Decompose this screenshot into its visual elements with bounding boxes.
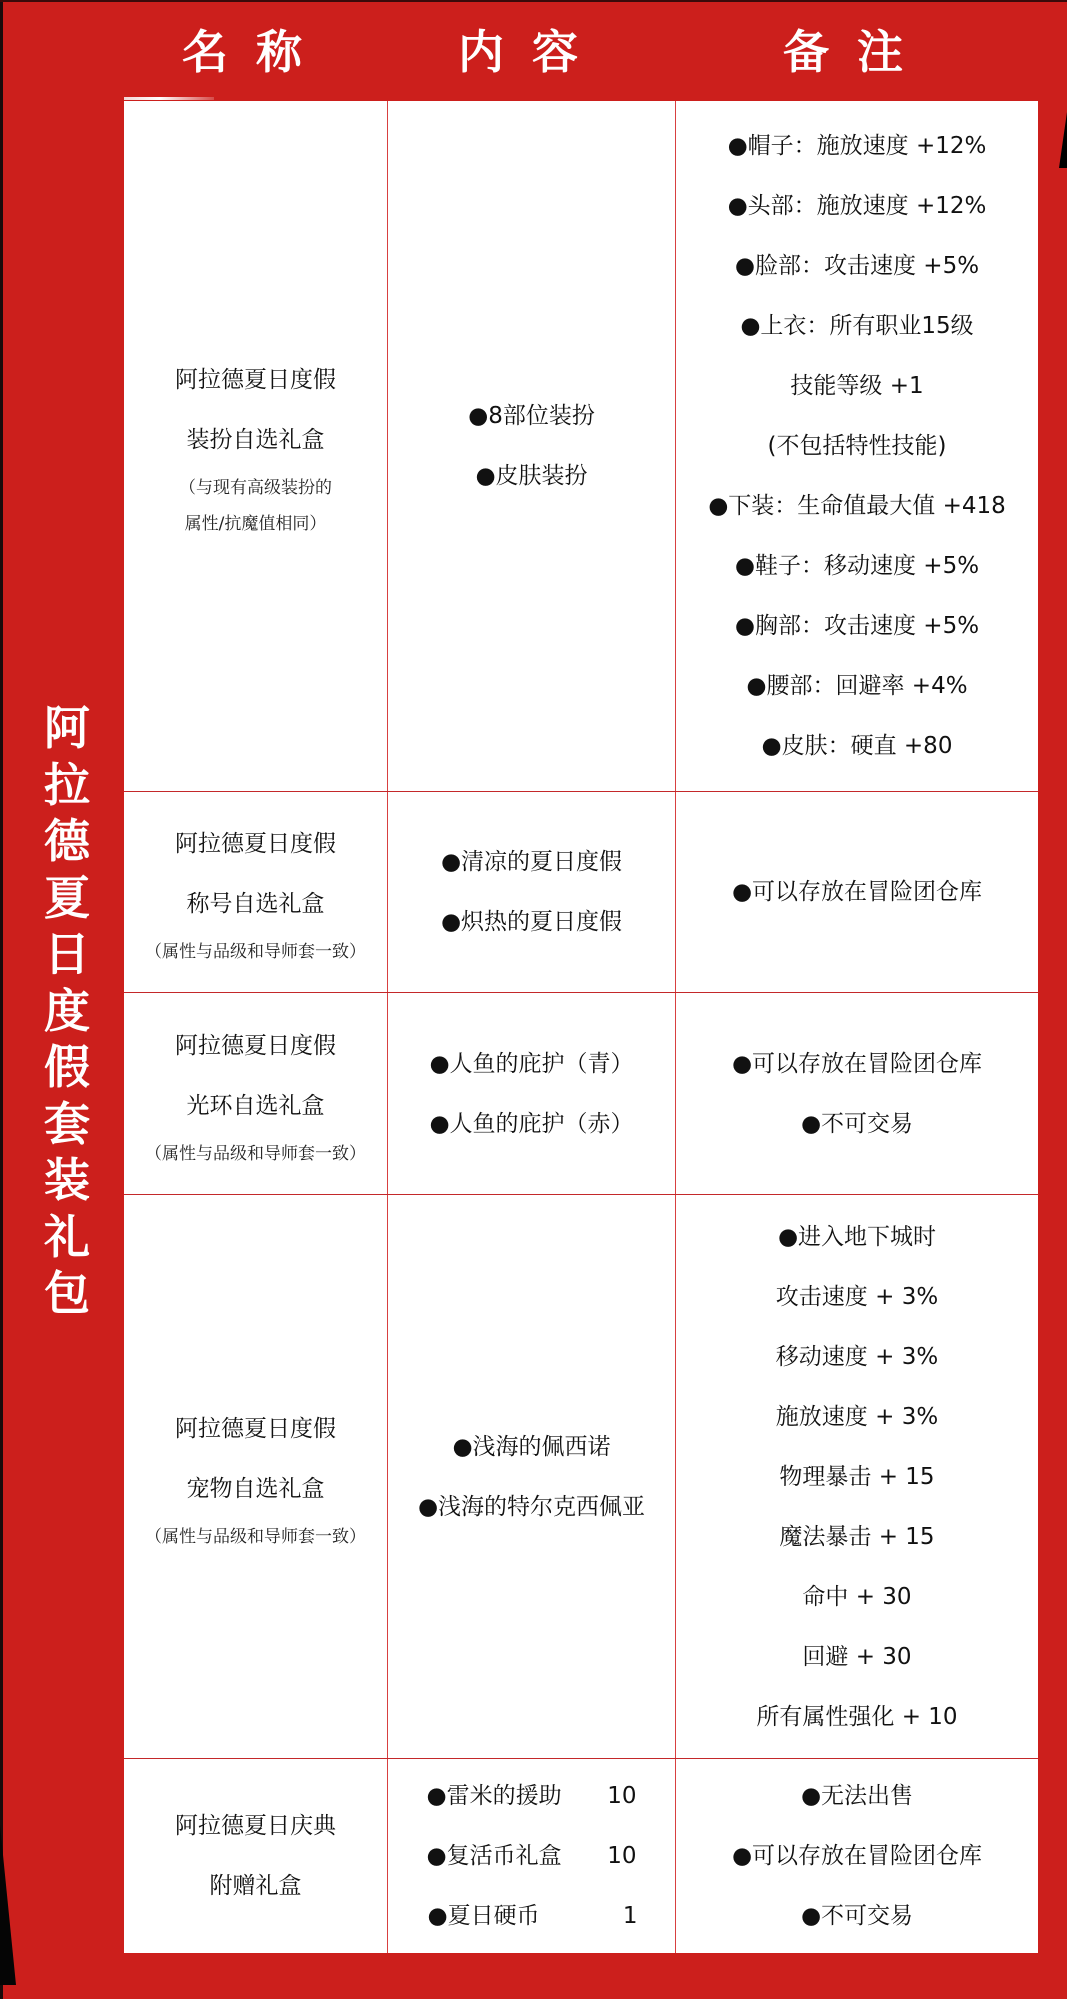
cell-content (388, 101, 676, 791)
name-line: 阿拉德夏日度假 (175, 831, 336, 857)
name-line: 称号自选礼盒 (186, 891, 325, 917)
cell-content (388, 993, 676, 1194)
name-line: 阿拉德夏日度假 (175, 367, 336, 393)
note-line: ●进入地下城时 (777, 1223, 937, 1250)
table-row (124, 101, 1038, 792)
note-line: 施放速度 + 3% (775, 1403, 939, 1430)
cell-name (124, 1195, 388, 1758)
note-line: 技能等级 +1 (790, 373, 924, 399)
name-note: （与现有高级装扮的 (179, 478, 332, 498)
content-item: ●清凉的夏日度假 (440, 849, 623, 875)
note-line: 魔法暴击 + 15 (779, 1523, 935, 1550)
bonus-item (418, 1886, 646, 1946)
name-line: 阿拉德夏日度假 (175, 1032, 336, 1059)
note-line: ●下装：生命值最大值 +418 (708, 493, 1006, 519)
decorative-streak (124, 97, 214, 100)
bonus-item-qty: 1 (622, 1903, 638, 1929)
note-line: 所有属性强化 + 10 (756, 1703, 958, 1730)
name-line: 阿拉德夏日度假 (175, 1415, 336, 1442)
note-line: 物理暴击 + 15 (779, 1463, 935, 1490)
table-row (124, 1759, 1038, 1953)
note-line: ●胸部：攻击速度 +5% (734, 613, 980, 639)
content-item: ●8部位装扮 (468, 403, 595, 429)
bonus-item-name: ●夏日硬币 (427, 1903, 540, 1929)
cell-note (676, 792, 1038, 992)
bonus-item-name: ●复活币礼盒 (426, 1843, 562, 1869)
note-line: 攻击速度 + 3% (775, 1283, 939, 1310)
note-line: 回避 + 30 (802, 1643, 912, 1670)
name-note: （属性与品级和导师套一致） (145, 1526, 366, 1547)
content-item: ●炽热的夏日度假 (440, 909, 623, 935)
note-line: ●可以存放在冒险团仓库 (731, 879, 983, 905)
bonus-item (427, 1766, 637, 1826)
note-line: 命中 + 30 (802, 1583, 912, 1610)
cell-name (124, 993, 388, 1194)
name-note: （属性与品级和导师套一致） (145, 1143, 366, 1164)
vertical-title: 阿拉德夏日度假套装礼包 (44, 701, 90, 1320)
note-line: ●可以存放在冒险团仓库 (731, 1050, 983, 1077)
note-line: ●鞋子：移动速度 +5% (734, 553, 980, 579)
note-line: ●皮肤：硬直 +80 (761, 733, 953, 759)
note-line: 移动速度 + 3% (775, 1343, 939, 1370)
content-item: ●浅海的佩西诺 (452, 1433, 611, 1460)
cell-content (388, 1759, 676, 1953)
cell-name (124, 101, 388, 791)
content-item: ●人鱼的庇护（青） (429, 1050, 634, 1077)
name-line: 光环自选礼盒 (186, 1092, 325, 1119)
name-line: 阿拉德夏日庆典 (175, 1813, 336, 1839)
note-line: ●脸部：攻击速度 +5% (734, 253, 980, 279)
left-edge-shadow (0, 0, 3, 1999)
table-row (124, 1195, 1038, 1759)
decorative-slash-left (0, 1825, 16, 1985)
bonus-item-qty: 10 (607, 1843, 637, 1869)
cell-name (124, 792, 388, 992)
note-line: ●可以存放在冒险团仓库 (731, 1843, 983, 1869)
bonus-item (427, 1826, 637, 1886)
header-note: 备注 (783, 25, 931, 79)
table-row (124, 792, 1038, 993)
note-line: (不包括特性技能) (767, 433, 947, 459)
content-item: ●人鱼的庇护（赤） (429, 1110, 634, 1137)
cell-note (676, 1195, 1038, 1758)
note-line: ●头部：施放速度 +12% (727, 193, 987, 219)
cell-content (388, 792, 676, 992)
decorative-slash-right (1059, 112, 1067, 168)
bonus-item-qty: 10 (607, 1783, 637, 1809)
cell-note (676, 1759, 1038, 1953)
content-item: ●皮肤装扮 (475, 463, 588, 489)
note-line: ●不可交易 (800, 1903, 914, 1929)
name-note: 属性/抗魔值相同） (184, 514, 327, 534)
note-line: ●腰部：回避率 +4% (746, 673, 968, 699)
package-table (124, 101, 1038, 1953)
table-row (124, 993, 1038, 1195)
cell-content (388, 1195, 676, 1758)
table-header (124, 0, 1038, 100)
note-line: ●上衣：所有职业15级 (740, 313, 974, 339)
cell-name (124, 1759, 388, 1953)
header-name: 名称 (182, 25, 330, 79)
bonus-item-name: ●雷米的援助 (426, 1783, 562, 1809)
note-line: ●帽子：施放速度 +12% (727, 133, 987, 159)
note-line: ●无法出售 (800, 1783, 914, 1809)
name-line: 装扮自选礼盒 (186, 427, 325, 453)
cell-note (676, 993, 1038, 1194)
header-content: 内容 (458, 25, 606, 79)
content-item: ●浅海的特尔克西佩亚 (417, 1493, 646, 1520)
cell-note (676, 101, 1038, 791)
note-line: ●不可交易 (800, 1110, 914, 1137)
name-note: （属性与品级和导师套一致） (145, 942, 366, 962)
name-line: 宠物自选礼盒 (186, 1475, 325, 1502)
name-line: 附赠礼盒 (209, 1873, 302, 1899)
